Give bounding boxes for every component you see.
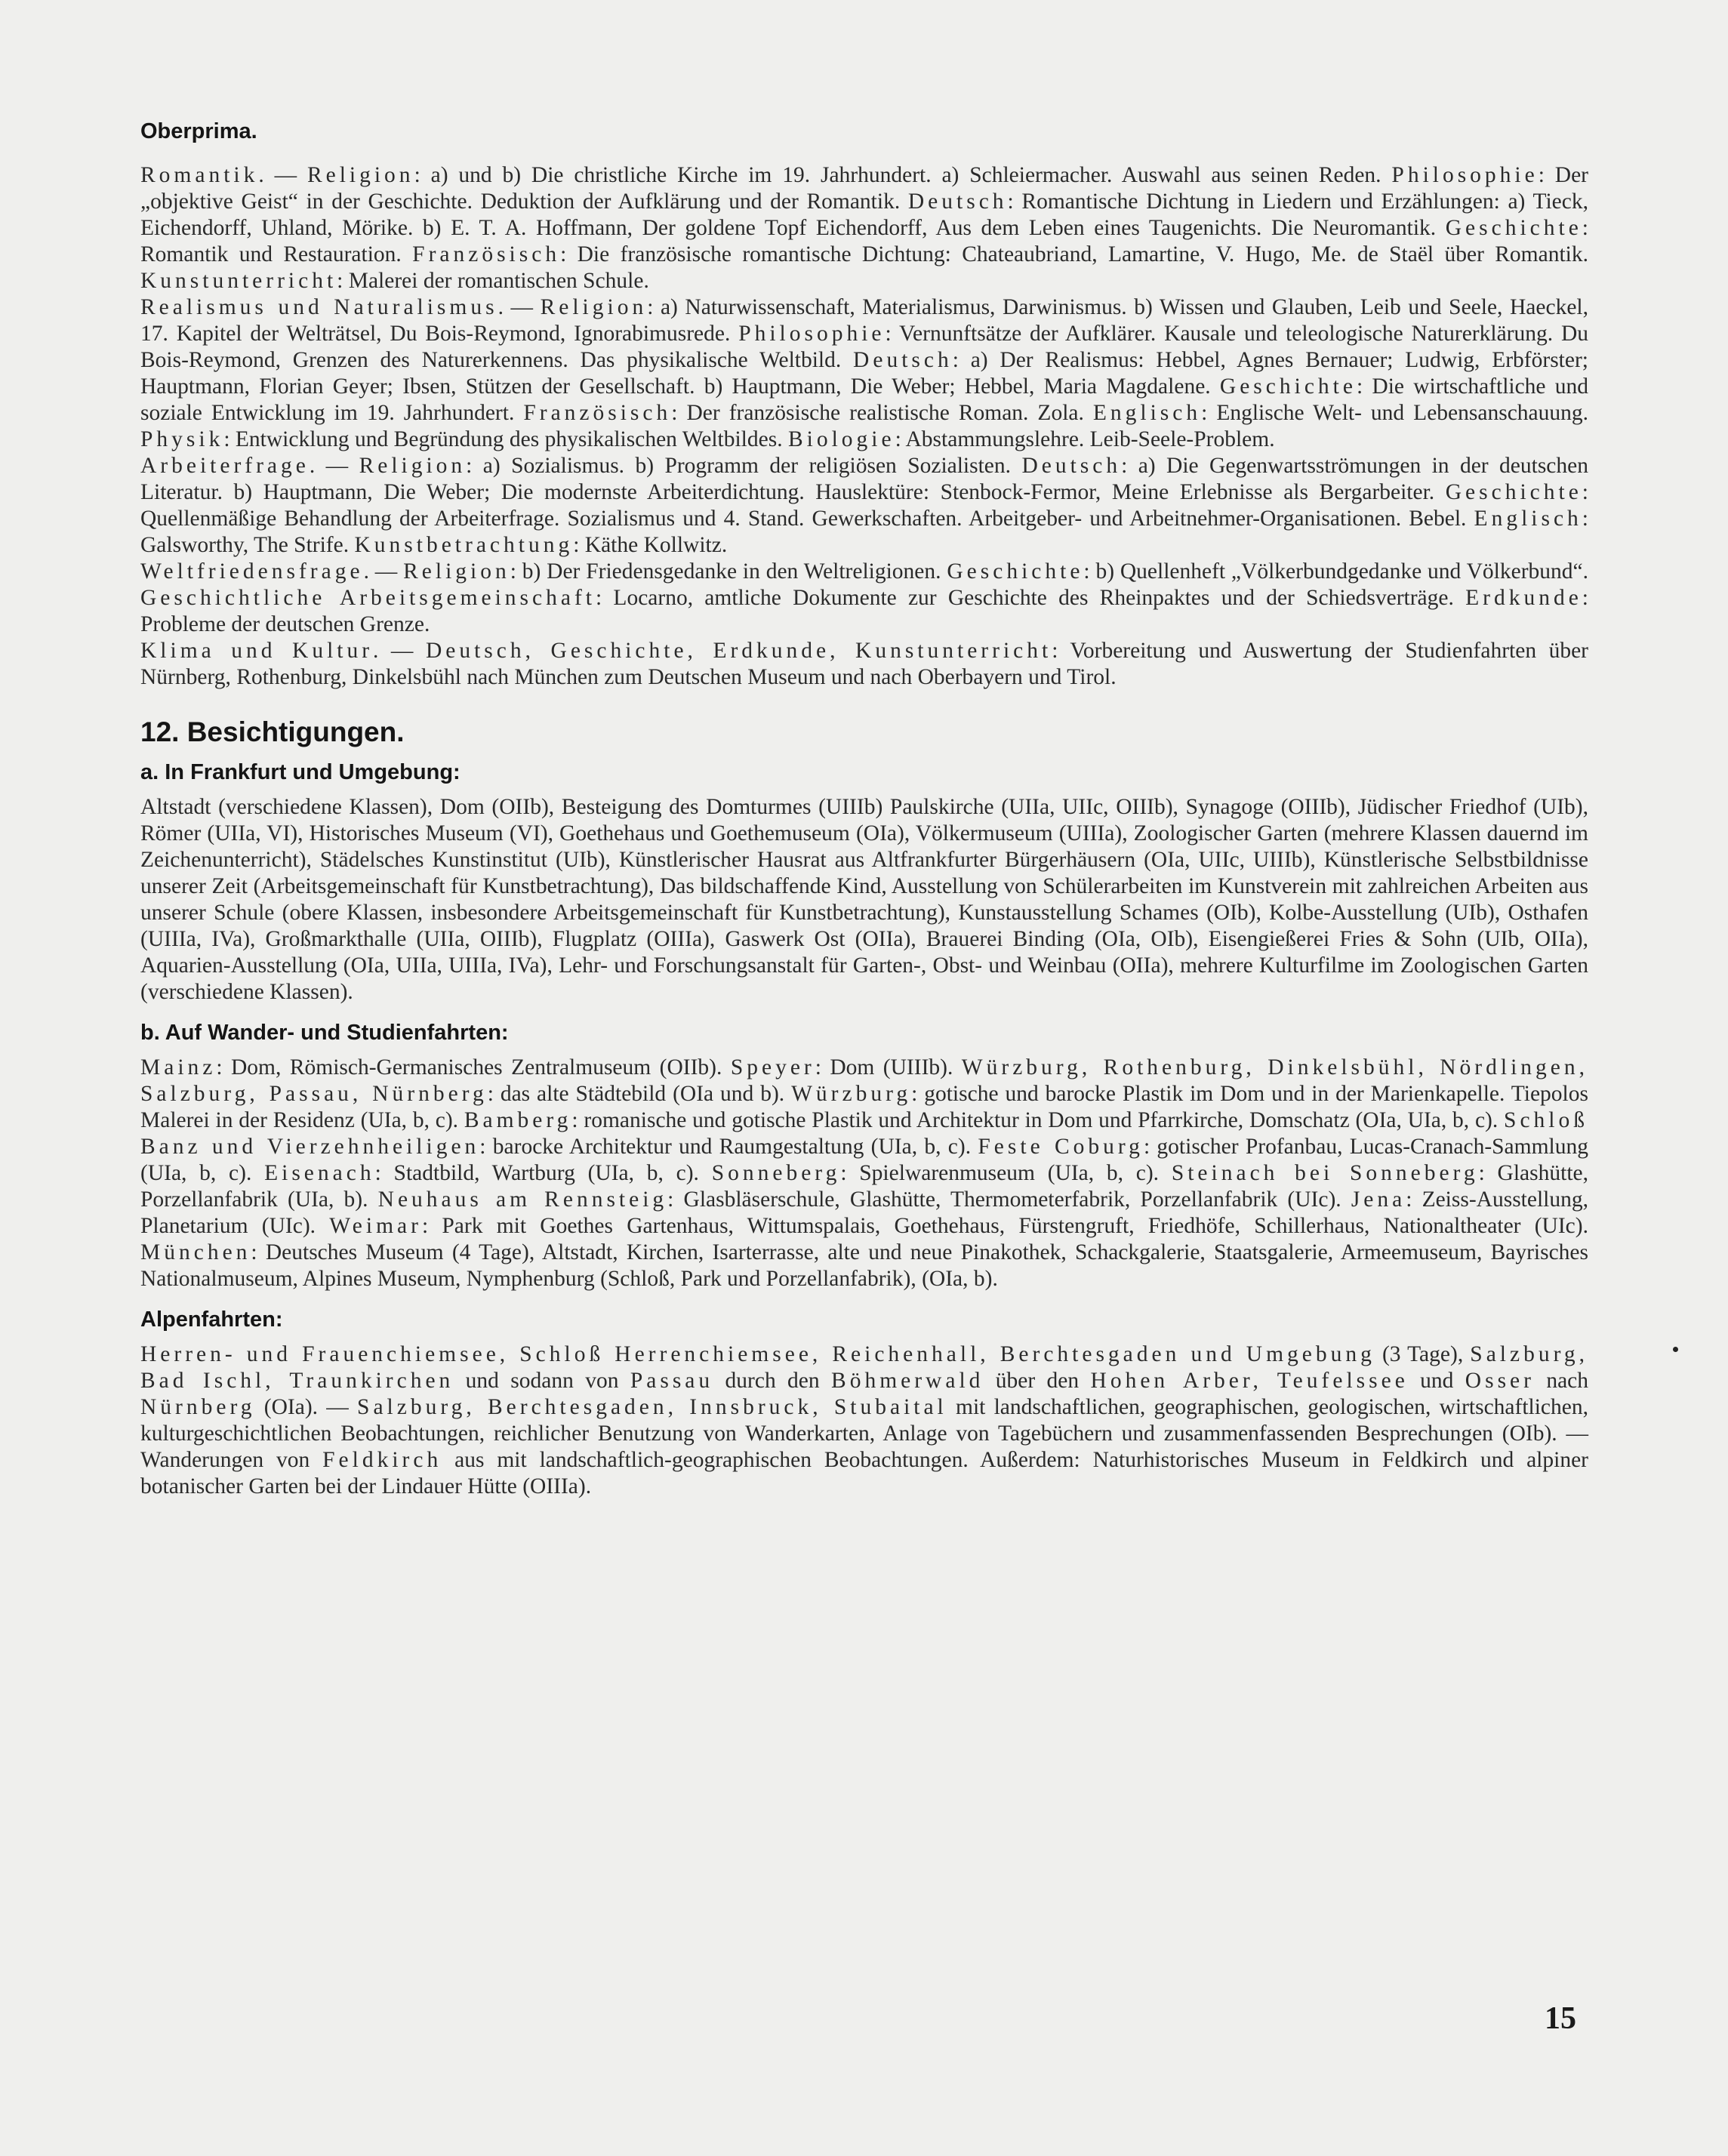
text-run: : a) Naturwissenschaft, Materialismus, Darwinismus. b) Wissen und Glauben, Leib und Seele, Haeckel, 17. Kapitel der Welträtsel, Du Bois-Reymond, Ignorabimusrede. xyxy=(140,295,1588,346)
text-run: : Glasbläserschule, Glashütte, Thermometerfabrik, Porzellanfabrik (UIc). xyxy=(667,1187,1351,1212)
spaced-term: Weimar xyxy=(329,1214,422,1238)
text-run: : Der französische realistische Roman. Zola. xyxy=(671,401,1093,425)
text-run: : a) Der Realismus: Hebbel, Agnes Bernauer; Ludwig, Erbförster; Hauptmann, Florian Geyer; Ibsen, Stützen der Gesellschaft. b) Hauptmann, Die Weber; Hebbel, Maria Magdalene. xyxy=(140,348,1588,399)
spaced-term: Französisch xyxy=(523,401,672,425)
spaced-term: Physik xyxy=(140,427,224,451)
heading-oberprima: Oberprima. xyxy=(140,119,257,143)
spaced-term: Kunstbetrachtung xyxy=(354,533,574,557)
spaced-term: Steinach bei Sonneberg xyxy=(1171,1161,1479,1185)
text-run: und xyxy=(1408,1369,1465,1393)
text-run: : Locarno, amtliche Dokumente zur Geschichte des Rheinpaktes und der Schiedsverträge. xyxy=(596,586,1466,610)
margin-dot xyxy=(1673,1347,1678,1352)
paragraph-realismus xyxy=(140,294,1588,453)
text-run: : Dom, Römisch-Germanisches Zentralmuseum (OIIb). xyxy=(216,1055,731,1080)
spaced-term: Religion xyxy=(403,559,510,584)
spaced-term: Erdkunde xyxy=(1465,586,1582,610)
subheading-wanderfahrten: b. Auf Wander- und Studienfahrten: xyxy=(140,1021,509,1045)
text-run: : Spielwarenmuseum (UIa, b, c). xyxy=(840,1161,1172,1185)
spaced-term: Arbeiterfrage xyxy=(140,454,310,478)
text-run: : romanische und gotische Plastik und Architektur in Dom und Pfarrkirche, Domschatz (OIa, UIa, b, c). xyxy=(571,1108,1505,1132)
spaced-term: Geschichte xyxy=(1219,374,1357,399)
spaced-term: Religion xyxy=(540,295,648,319)
spaced-term: Romantik xyxy=(140,163,259,187)
text-run: Altstadt (verschiedene Klassen), Dom (OIIb), Besteigung des Domturmes (UIIIb) Paulskirche (UIIa, UIIc, OIIIb), Synagoge (OIIIb), Jüdischer Friedhof (UIb), Römer (UIIa, VI), Historisches Museum (VI), Goethehaus und Goethemuseum (OIa), Völkermuseum (UIIIa), Zoologischer Garten (mehrere Klassen dauernd im Zeichenunterricht), Städelsches Kunstinstitut (UIb), Künstlerischer Hausrat aus Altfrankfurter Bürgerhäusern (OIa, UIIc, UIIIb), Künstlerische Selbstbildnisse unserer Zeit (Arbeitsgemeinschaft für Kunstbetrachtung), Das bildschaffende Kind, Ausstellung von Schülerarbeiten im Kunstverein mit zahlreichen Arbeiten aus unserer Schule (obere Klassen, insbesondere Arbeitsgemeinschaft für Kunstbetrachtung), Kunstausstellung Schames (OIb), Kolbe-Ausstellung (UIb), Osthafen (UIIIa, IVa), Großmarkthalle (UIIa, OIIIb), Flugplatz (OIIIa), Gaswerk Ost (OIIa), Brauerei Binding (OIa, OIb), Eisengießerei Fries & Sohn (UIb, OIIa), Aquarien-Ausstellung (OIa, UIIa, UIIIa, IVa), Lehr- und Forschungsanstalt für Garten-, Obst- und Weinbau (OIIa), mehrere Kulturfilme im Zoologischen Garten (verschiedene Klassen). xyxy=(140,795,1588,1004)
text-run: : Park mit Goethes Gartenhaus, Wittumspalais, Goethehaus, Fürstengruft, Friedhöfe, Schillerhaus, Nationaltheater (UIc). xyxy=(421,1214,1588,1238)
spaced-term: Kunstunterricht xyxy=(140,269,337,293)
text-run: : b) Der Friedensgedanke in den Weltreligionen. xyxy=(510,559,947,584)
text-run: und sodann von xyxy=(454,1369,630,1393)
text-run: : gotischer Profanbau, Lucas-Cranach-Sammlung (UIa, b, c). xyxy=(140,1135,1588,1185)
text-run: : Vorbereitung und Auswertung der Studienfahrten über Nürnberg, Rothenburg, Dinkelsbühl nach München zum Deutschen Museum und nach Oberbayern und Tirol. xyxy=(140,639,1588,689)
spaced-term: Böhmerwald xyxy=(831,1369,984,1393)
spaced-term: Philosophie xyxy=(1391,163,1539,187)
spaced-term: Neuhaus am Rennsteig xyxy=(377,1187,668,1212)
spaced-term: Hohen Arber, Teufelssee xyxy=(1090,1369,1409,1393)
spaced-term: Weltfriedensfrage xyxy=(140,559,364,584)
text-run: : a) Sozialismus. b) Programm der religiösen Sozialisten. xyxy=(466,454,1022,478)
spaced-term: Speyer xyxy=(730,1055,815,1080)
text-run: : Probleme der deutschen Grenze. xyxy=(140,586,1588,636)
paragraph-frankfurt xyxy=(140,794,1588,1006)
paragraph-alpenfahrten xyxy=(140,1341,1588,1500)
text-run: über den xyxy=(984,1369,1091,1393)
text-run: aus mit landschaftlich-geographischen Beobachtungen. Außerdem: Naturhistorisches Museum in Feldkirch und alpiner botanischer Garten bei der Lindauer Hütte (OIIIa). xyxy=(140,1448,1588,1498)
page-body xyxy=(140,119,1588,1500)
spaced-term: Feldkirch xyxy=(322,1448,442,1472)
spaced-term: Würzburg, Rothenburg, Dinkelsbühl, Nördlingen, Salzburg, Passau, Nürnberg xyxy=(140,1055,1588,1106)
paragraph-weltfriedensfrage xyxy=(140,559,1588,638)
text-run: : Romantische Dichtung in Liedern und Erzählungen: a) Tieck, Eichendorff, Uhland, Mörike. b) E. T. A. Hoffmann, Der goldene Topf Eichendorff, Aus dem Leben eines Taugenichts. Die Neuromantik. xyxy=(140,189,1588,240)
spaced-term: Salzburg, Berchtesgaden, Innsbruck, Stubaital xyxy=(357,1395,947,1419)
paragraph-klima-kultur xyxy=(140,638,1588,691)
spaced-term: Herren- und Frauenchiemsee, Schloß Herrenchiemsee, Reichenhall, Berchtesgaden und Umgebung xyxy=(140,1342,1375,1366)
spaced-term: Geschichte xyxy=(1445,480,1582,504)
text-run: : Entwicklung und Begründung des physikalischen Weltbildes. xyxy=(223,427,788,451)
text-run: : Die wirtschaftliche und soziale Entwicklung im 19. Jahrhundert. xyxy=(140,374,1589,425)
text-run: : Englische Welt- und Lebensanschauung. xyxy=(1201,401,1589,425)
paragraph-arbeiterfrage xyxy=(140,453,1588,559)
text-run: (OIa). — xyxy=(255,1395,358,1419)
text-run: : Zeiss-Ausstellung, Planetarium (UIc). xyxy=(140,1187,1588,1238)
spaced-term: Deutsch xyxy=(1021,454,1122,478)
paragraph-romantik xyxy=(140,162,1588,294)
spaced-term: Feste Coburg xyxy=(978,1135,1144,1159)
text-run: : Quellenmäßige Behandlung der Arbeiterfrage. Sozialismus und 4. Stand. Gewerkschaften. Arbeitgeber- und Arbeitnehmer-Organisationen. Bebel. xyxy=(140,480,1588,531)
paragraph-wanderfahrten xyxy=(140,1055,1588,1292)
spaced-term: Englisch xyxy=(1474,507,1582,531)
spaced-term: Geschichte xyxy=(947,559,1084,584)
text-run: . — xyxy=(258,163,307,187)
text-run: : Die französische romantische Dichtung: Chateaubriand, Lamartine, V. Hugo, Me. de Staël über Romantik. xyxy=(560,242,1588,266)
spaced-term: Realismus und Naturalismus xyxy=(140,295,498,319)
spaced-term: Biologie xyxy=(787,427,895,451)
spaced-term: Deutsch xyxy=(907,189,1008,214)
text-run: . — xyxy=(373,639,426,663)
spaced-term: Philosophie xyxy=(738,322,886,346)
text-run: mit landschaftlichen, geographischen, geologischen, wirtschaftlichen, kulturgeschichtlichen Beobachtungen, reichlicher Benutzung von Wanderkarten, Anlage von Tagebüchern und zusammenfassenden Besprechungen (OIb). — Wanderungen von xyxy=(140,1395,1588,1472)
spaced-term: Geschichte xyxy=(1445,216,1582,240)
spaced-term: Geschichtliche Arbeitsgemeinschaft xyxy=(140,586,596,610)
text-run: : Stadtbild, Wartburg (UIa, b, c). xyxy=(374,1161,712,1185)
text-run: : Der „objektive Geist“ in der Geschichte. Deduktion der Aufklärung und der Romantik. xyxy=(140,163,1589,214)
text-run: : b) Quellenheft „Völkerbundgedanke und Völkerbund“. xyxy=(1083,559,1588,584)
spaced-term: Klima und Kultur xyxy=(140,639,374,663)
spaced-term: Sonneberg xyxy=(711,1161,841,1185)
spaced-term: München xyxy=(140,1240,251,1264)
spaced-term: Jena xyxy=(1351,1187,1406,1212)
text-run: nach xyxy=(1534,1369,1589,1393)
text-run: (3 Tage), xyxy=(1375,1342,1471,1366)
text-run: : Romantik und Restauration. xyxy=(140,216,1588,266)
spaced-term: Eisenach xyxy=(264,1161,375,1185)
spaced-term: Schloß Banz und Vierzehnheiligen xyxy=(140,1108,1588,1159)
text-run: : Abstammungslehre. Leib-Seele-Problem. xyxy=(895,427,1275,451)
text-run: : a) und b) Die christliche Kirche im 19. Jahrhundert. a) Schleiermacher. Auswahl aus seinen Reden. xyxy=(414,163,1392,187)
text-run: : Käthe Kollwitz. xyxy=(573,533,728,557)
text-run: : Malerei der romantischen Schule. xyxy=(337,269,649,293)
text-run: : barocke Architektur und Raumgestaltung (UIa, b, c). xyxy=(479,1135,978,1159)
spaced-term: Deutsch, Geschichte, Erdkunde, Kunstunterricht xyxy=(425,639,1052,663)
section-heading-besichtigungen: 12. Besichtigungen. xyxy=(140,716,405,747)
spaced-term: Religion xyxy=(306,163,414,187)
text-run: : Galsworthy, The Strife. xyxy=(140,507,1588,557)
spaced-term: Würzburg xyxy=(791,1082,912,1106)
spaced-term: Passau xyxy=(630,1369,714,1393)
spaced-term: Religion xyxy=(359,454,467,478)
text-run: : Glashütte, Porzellanfabrik (UIa, b). xyxy=(140,1161,1588,1212)
text-run: : das alte Städtebild (OIa und b). xyxy=(487,1082,792,1106)
spaced-term: Osser xyxy=(1465,1369,1535,1393)
text-run: : Dom (UIIIb). xyxy=(815,1055,962,1080)
text-run: durch den xyxy=(713,1369,832,1393)
spaced-term: Nürnberg xyxy=(140,1395,256,1419)
text-run: : Vernunftsätze der Aufklärer. Kausale und teleologische Naturerklärung. Du Bois-Reymond, Grenzen des Naturerkennens. Das physikalische Weltbild. xyxy=(140,322,1588,372)
spaced-term: Salzburg, Bad Ischl, Traunkirchen xyxy=(140,1342,1588,1393)
spaced-term: Englisch xyxy=(1092,401,1202,425)
spaced-term: Französisch xyxy=(412,242,561,266)
text-run: . — xyxy=(309,454,359,478)
text-run: : gotische und barocke Plastik im Dom und in der Marienkapelle. Tiepolos Malerei in der Residenz (UIa, b, c). xyxy=(140,1082,1588,1132)
text-run: : Deutsches Museum (4 Tage), Altstadt, Kirchen, Isarterrasse, alte und neue Pinakothek, Schackgalerie, Staatsgalerie, Armeemuseum, Bayrisches Nationalmuseum, Alpines Museum, Nymphenburg (Schloß, Park und Porzellanfabrik), (OIa, b). xyxy=(140,1240,1588,1291)
text-run: . — xyxy=(363,559,404,584)
subheading-alpenfahrten: Alpenfahrten: xyxy=(140,1307,283,1332)
subheading-frankfurt: a. In Frankfurt und Umgebung: xyxy=(140,760,460,784)
spaced-term: Bamberg xyxy=(464,1108,572,1132)
text-run: : a) Die Gegenwartsströmungen in der deutschen Literatur. b) Hauptmann, Die Weber; Die modernste Arbeiterdichtung. Hauslektüre: Stenbock-Fermor, Meine Erlebnisse als Bergarbeiter. xyxy=(140,454,1588,504)
text-run: . — xyxy=(497,295,541,319)
spaced-term: Deutsch xyxy=(853,348,953,372)
spaced-term: Mainz xyxy=(140,1055,217,1080)
page-number: 15 xyxy=(1545,2001,1576,2036)
